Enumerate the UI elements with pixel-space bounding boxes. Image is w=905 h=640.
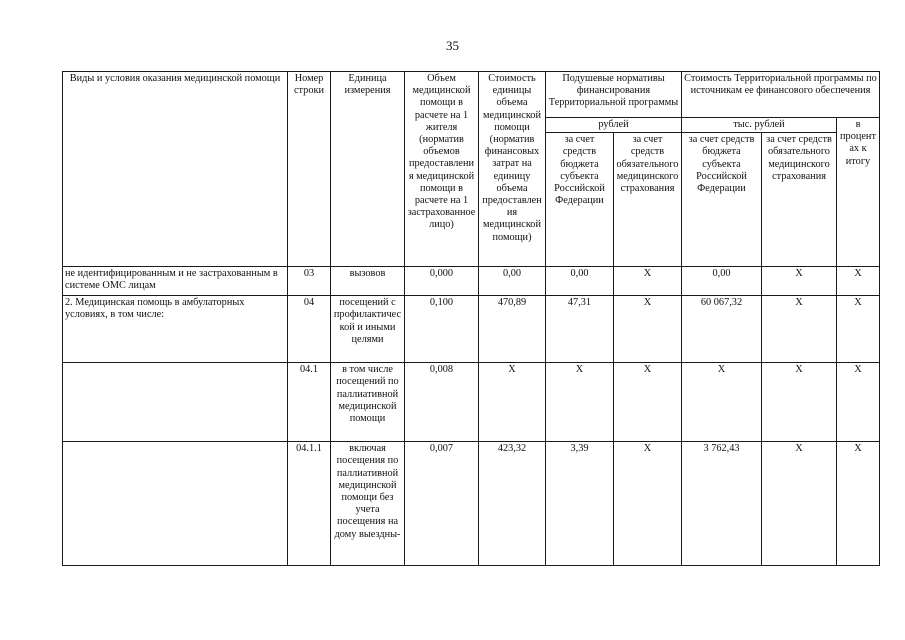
row-tc-budget: 60 067,32 — [682, 296, 762, 363]
row-line: 04.1.1 — [288, 442, 331, 566]
header-line: Номер строки — [288, 72, 331, 267]
row-tc-budget: 3 762,43 — [682, 442, 762, 566]
row-pc-budget: 3,39 — [546, 442, 614, 566]
financing-table — [62, 71, 880, 566]
row-tc-oms: X — [762, 267, 837, 296]
row-line: 04.1 — [288, 363, 331, 442]
row-pc-oms: X — [614, 363, 682, 442]
table-row — [63, 296, 880, 363]
header-budget: за счет средств бюджета субъекта Российской Федерации — [546, 133, 614, 267]
row-tc-budget: X — [682, 363, 762, 442]
row-pct: X — [837, 363, 880, 442]
row-volume: 0,007 — [405, 442, 479, 566]
header-per-capita: Подушевые нормативы финансирования Территориальной программы — [546, 72, 682, 118]
row-name: 2. Медицинская помощь в амбулаторных условиях, в том числе: — [63, 296, 288, 363]
row-pct: X — [837, 296, 880, 363]
row-volume: 0,100 — [405, 296, 479, 363]
row-line: 04 — [288, 296, 331, 363]
row-pc-budget: 47,31 — [546, 296, 614, 363]
row-pc-oms: X — [614, 267, 682, 296]
row-cost: 423,32 — [479, 442, 546, 566]
row-pc-budget: X — [546, 363, 614, 442]
row-tc-budget: 0,00 — [682, 267, 762, 296]
page-number: 35 — [446, 38, 459, 53]
row-tc-oms: X — [762, 363, 837, 442]
row-unit: вызовов — [331, 267, 405, 296]
header-total-cost: Стоимость Территориальной программы по источникам ее финансового обеспечения — [682, 72, 880, 118]
row-tc-oms: X — [762, 442, 837, 566]
table-row — [63, 267, 880, 296]
header-percent: в процентах к итогу — [837, 118, 880, 267]
header-oms-2: за счет средств обязательного медицинского страхования — [762, 133, 837, 267]
row-tc-oms: X — [762, 296, 837, 363]
row-unit: посещений с профилактической и иными целями — [331, 296, 405, 363]
row-name — [63, 363, 288, 442]
table-row — [63, 442, 880, 566]
row-volume: 0,000 — [405, 267, 479, 296]
row-pc-oms: X — [614, 296, 682, 363]
row-cost: 470,89 — [479, 296, 546, 363]
row-name: не идентифицированным и не застрахованным в системе ОМС лицам — [63, 267, 288, 296]
header-thousand-rubles: тыс. рублей — [682, 118, 837, 133]
row-pct: X — [837, 267, 880, 296]
row-volume: 0,008 — [405, 363, 479, 442]
row-cost: 0,00 — [479, 267, 546, 296]
table-row — [63, 363, 880, 442]
row-pc-budget: 0,00 — [546, 267, 614, 296]
row-pct: X — [837, 442, 880, 566]
row-unit: включая посещения по паллиативной медицинской помощи без учета посещения на дому выездны- — [331, 442, 405, 566]
row-line: 03 — [288, 267, 331, 296]
row-cost: X — [479, 363, 546, 442]
header-cost: Стоимость единицы объема медицинской помощи (норматив финансовых затрат на единицу объема предоставления медицинской помощи) — [479, 72, 546, 267]
header-volume: Объем медицинской помощи в расчете на 1 жителя (норматив объемов предоставления медицинской помощи в расчете на 1 застрахованное лицо) — [405, 72, 479, 267]
header-rubles: рублей — [546, 118, 682, 133]
header-oms: за счет средств обязательного медицинского страхования — [614, 133, 682, 267]
row-name — [63, 442, 288, 566]
row-unit: в том числе посещений по паллиативной медицинской помощи — [331, 363, 405, 442]
header-row-1 — [63, 72, 880, 118]
header-kind: Виды и условия оказания медицинской помощи — [63, 72, 288, 267]
header-budget-2: за счет средств бюджета субъекта Российской Федерации — [682, 133, 762, 267]
row-pc-oms: X — [614, 442, 682, 566]
header-unit: Единица измерения — [331, 72, 405, 267]
